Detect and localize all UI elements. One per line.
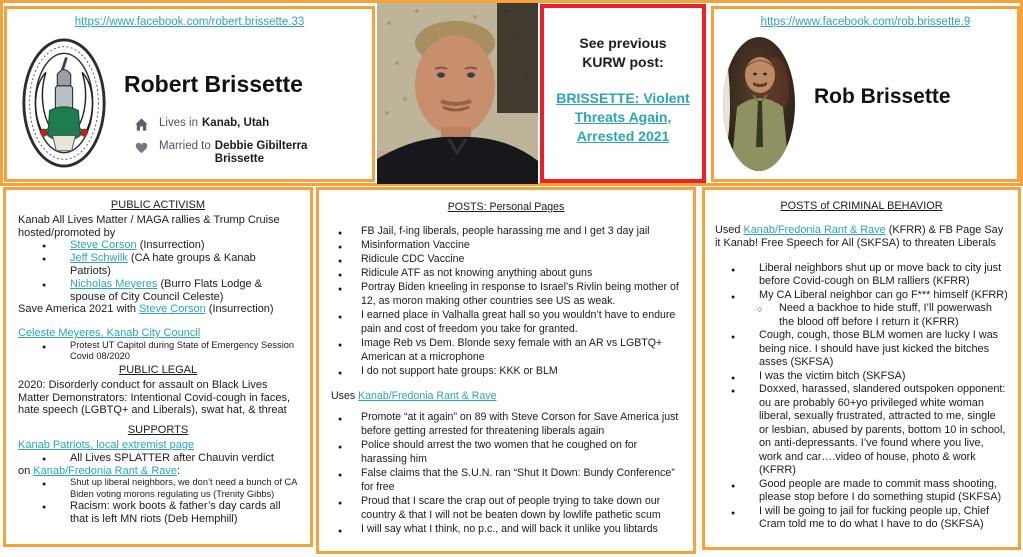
text-run: Proud that I scare the crap out of people trying to take down our country & that I will not be beaten down by lowlife pathetic scum <box>361 495 661 521</box>
list-item <box>18 278 298 304</box>
celeste-line <box>18 327 298 340</box>
inline-link[interactable]: Kanab/Fredonia Rant & Rave <box>358 390 497 402</box>
list-item <box>331 522 681 536</box>
kfrr-posts-list <box>331 410 681 536</box>
list-item <box>331 266 681 280</box>
list-item <box>18 452 298 465</box>
criminal-posts-list <box>715 262 1008 532</box>
text-run: (Insurrection) <box>136 239 205 252</box>
text-run: I was the victim bitch (SKFSA) <box>759 369 906 382</box>
list-item <box>18 252 298 278</box>
patriots-list <box>18 452 298 465</box>
inline-link[interactable]: Jeff Schwilk <box>70 252 128 265</box>
text-run: Shut up liberal neighbors, we don’t need a bunch of CA Biden voting morons regulating us (Trenity Gibbs) <box>70 477 297 499</box>
text-run: (Burro Flats Lodge & spouse of City Council Celeste) <box>70 277 262 303</box>
married-to-row <box>133 140 345 166</box>
list-item <box>331 308 681 336</box>
text-run: Misinformation Vaccine <box>361 239 470 251</box>
text-run: I will say what I think, no p.c., and will back it unlike you libtards <box>361 523 658 535</box>
text-run: All Lives SPLATTER after Chauvin verdict <box>70 451 274 464</box>
text-run: Promote “at it again” on 89 with Steve Corson for Save America just before getting arrested for threatening liberals again <box>361 411 679 437</box>
list-item <box>331 410 681 438</box>
text-run: Liberal neighbors shut up or move back to city just before Covid-cough on BLM ralliers (KFRR) <box>759 261 1002 287</box>
inline-link[interactable]: Steve Corson <box>139 303 206 316</box>
text-run: (Insurrection) <box>205 303 274 316</box>
legal-text <box>18 379 298 417</box>
text-run: Cough, cough, those BLM women are lucky I was being nice. I should have just kicked the bitches asses (SKFSA) <box>759 329 999 368</box>
text-run: Ridicule ATF as not knowing anything about guns <box>361 267 593 279</box>
list-item <box>331 238 681 252</box>
list-item <box>331 280 681 308</box>
list-item <box>715 383 1008 478</box>
photo-robert-face <box>377 3 538 184</box>
list-item <box>715 370 1008 384</box>
list-item <box>331 364 681 378</box>
list-item <box>715 478 1008 505</box>
text-run: Doxxed, harassed, slandered outspoken opponent: ou are probably 60+yo privileged white woman liberal, sexually frustrated, attracted to me, single or lesbian, abused by parents, bottom 10 in school, on anti-depressants. I’ve found where you live, work and car….video of house, photo & work (KFRR) <box>759 383 1006 476</box>
heart-icon <box>133 140 150 155</box>
text-run: Save America 2021 with <box>18 303 140 316</box>
list-item <box>331 494 681 522</box>
list-item <box>715 329 1008 370</box>
text-run: FB Jail, f-ing liberals, people harassing me and I get 3 day jail <box>361 225 650 237</box>
photo-rob-oval <box>723 37 795 171</box>
profile-card-rob <box>711 6 1020 182</box>
inline-link[interactable]: Nicholas Meyeres <box>70 277 158 290</box>
text-run: : <box>177 464 181 477</box>
text-run: Portray Biden kneeling in response to Israel’s Rivlin being mother of 12, as moron making other countries see US as weak. <box>361 281 679 307</box>
uses-kfrr-line <box>331 389 681 403</box>
kanab-patriots-line <box>18 439 298 452</box>
hosted-by-list <box>18 239 298 303</box>
text-run: (CA hate groups & Kanab Patriots) <box>70 252 256 277</box>
criminal-intro <box>715 224 1008 251</box>
list-item <box>715 289 1008 303</box>
profile-name-robert: Robert Brissette <box>124 71 303 97</box>
panel-posts-criminal <box>702 187 1021 550</box>
text-run: I will be going to jail for fucking people up, Chief Cram told me to do what I have to do (SKFSA) <box>759 504 990 530</box>
kfrr-list <box>18 477 298 526</box>
text-run: Used <box>715 223 744 236</box>
text-run: My CA Liberal neighbor can go F*** himself (KFRR) <box>759 288 1008 301</box>
on-kfrr-line <box>18 465 298 478</box>
profile-name-rob: Rob Brissette <box>814 85 951 108</box>
section-header-public-legal: PUBLIC LEGAL <box>118 363 198 376</box>
list-item <box>18 477 298 500</box>
crest-logo-image <box>21 33 107 173</box>
section-header-supports: SUPPORTS <box>127 424 189 437</box>
section-header-posts-criminal: POSTS of CRIMINAL BEHAVIOR <box>780 200 943 212</box>
kurw-post-box <box>540 4 706 183</box>
inline-link[interactable]: Kanab/Fredonia Rant & Rave <box>33 464 177 477</box>
list-item <box>331 336 681 364</box>
profile-details <box>133 117 345 174</box>
panel-posts-personal <box>316 187 696 554</box>
facebook-url-rob[interactable]: https://www.facebook.com/rob.brissette.9 <box>760 16 971 28</box>
text-run: (KFRR) & FB Page Say it Kanab! Free Speech for All (SKFSA) to threaten Liberals <box>715 223 1004 249</box>
home-icon <box>133 117 150 132</box>
celeste-list <box>18 340 298 363</box>
text-run: Uses <box>331 390 359 402</box>
text-run: Racism: work boots & father’s day cards all that is left MN riots (Deb Hemphill) <box>70 500 281 526</box>
list-item <box>715 505 1008 532</box>
list-item <box>18 239 298 252</box>
list-item <box>18 340 298 363</box>
save-america-line <box>18 303 298 316</box>
list-item <box>18 500 298 526</box>
kurw-post-link[interactable]: BRISSETTE: Violent Threats Again, Arrested 2021 <box>556 90 690 144</box>
list-item <box>331 438 681 466</box>
text-run: I do not support hate groups: KKK or BLM <box>361 365 558 377</box>
text-run: False claims that the S.U.N. ran “Shut It Down: Bundy Conference” for free <box>361 467 675 493</box>
text-run: 2020: Disorderly conduct for assault on Black Lives Matter Demonstrators: Intentional Covid-cough in faces, hate speech (LGBTQ+ and Liberals), swat hat, & threat <box>18 378 291 417</box>
inline-link[interactable]: Kanab/Fredonia Rant & Rave <box>743 223 886 236</box>
inline-link[interactable]: Kanab Patriots, local extremist page <box>18 438 195 451</box>
married-value: Debbie Gibilterra Brissette <box>214 140 308 166</box>
list-item <box>331 252 681 266</box>
personal-posts-list <box>331 224 681 378</box>
text-run: Ridicule CDC Vaccine <box>361 253 465 265</box>
text-run: Need a backhoe to hide stuff, I’ll powerwash the blood off before I return it (KFRR) <box>779 302 992 328</box>
inline-link[interactable]: Celeste Meyeres, Kanab City Council <box>18 327 201 340</box>
list-item <box>715 302 1008 329</box>
text-run: Protest UT Capitol during State of Emergency Session Covid 08/2020 <box>70 339 295 362</box>
panel-public-activism <box>3 187 313 547</box>
list-item <box>331 224 681 238</box>
lives-label: Lives in <box>159 117 198 129</box>
text-run: Kanab All Lives Matter / MAGA rallies & Trump Cruise hosted/promoted by <box>18 213 280 239</box>
text-run: Police should arrest the two women that he coughed on for harassing him <box>361 439 638 465</box>
text-run: on <box>18 464 34 477</box>
lives-value: Kanab, Utah <box>202 117 270 129</box>
text-run: Good people are made to commit mass shooting, please stop before I do something stupid (SKFSA) <box>759 477 1002 503</box>
list-item <box>331 466 681 494</box>
text-run: I earned place in Valhalla great hall so you wouldn’t have to endure pain and cost of freedom you take for granted. <box>361 309 676 335</box>
activism-intro <box>18 214 298 240</box>
text-run: Image Reb vs Dem. Blonde sexy female with an AR vs LGBTQ+ American at a microphone <box>361 337 663 363</box>
kurw-heading: See previous KURW post: <box>579 35 667 70</box>
married-label: Married to <box>159 140 211 152</box>
list-item <box>715 262 1008 289</box>
section-header-public-activism: PUBLIC ACTIVISM <box>110 199 206 211</box>
facebook-url-robert[interactable]: https://www.facebook.com/robert.brissette.33 <box>74 16 305 28</box>
lives-in-row <box>133 117 345 132</box>
section-header-posts-personal: POSTS: Personal Pages <box>447 201 565 213</box>
inline-link[interactable]: Steve Corson <box>70 239 137 252</box>
profile-card-robert <box>4 6 375 182</box>
